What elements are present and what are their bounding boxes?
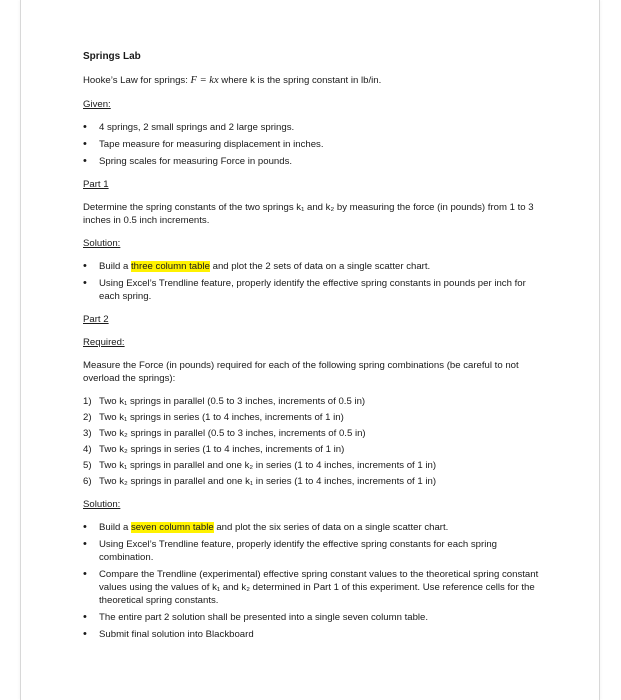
hookes-law-prefix: Hooke’s Law for springs: — [83, 75, 191, 86]
item-text: Submit final solution into Blackboard — [99, 629, 254, 640]
list-item — [83, 427, 543, 440]
list-item — [83, 568, 543, 607]
hookes-law-suffix: where k is the spring constant in lb/in. — [218, 75, 382, 86]
list-item — [83, 277, 543, 303]
list-item: • 4 springs, 2 small springs and 2 large springs. — [83, 121, 543, 134]
item-text: Two k₂ springs in parallel and one k₁ in series (1 to 4 inches, increments of 1 in) — [99, 476, 437, 487]
item-text: Using Excel’s Trendline feature, properly identify the effective spring constants in pounds per inch for each spring. — [99, 278, 526, 302]
list-item: • Spring scales for measuring Force in pounds. — [83, 155, 543, 168]
list-item: • Tape measure for measuring displacement in inches. — [83, 138, 543, 151]
list-item — [83, 411, 543, 424]
item-text: Two k₁ springs in series (1 to 4 inches, increments of 1 in) — [99, 412, 344, 423]
list-item — [83, 395, 543, 408]
item-number: 2) — [83, 412, 92, 423]
part2-intro: Measure the Force (in pounds) required for each of the following spring combinations (be careful to not overload the springs): — [83, 360, 519, 384]
item-number: 3) — [83, 428, 92, 439]
item-text: Build a — [99, 261, 131, 272]
item-text: Using Excel’s Trendline feature, properly identify the effective spring constants for each spring combination. — [99, 539, 497, 563]
item-number: 5) — [83, 460, 92, 471]
part1-solution-list — [83, 260, 543, 303]
list-item — [83, 459, 543, 472]
part1-text: Determine the spring constants of the two springs k₁ and k₂ by measuring the force (in pounds) from 1 to 3 inches in 0.5 inch increments. — [83, 202, 534, 226]
part2-required-heading: Required: — [83, 337, 125, 348]
document-content — [83, 50, 543, 651]
highlighted-text: seven column table — [131, 522, 214, 533]
list-item — [83, 538, 543, 564]
part2-solution-list — [83, 521, 543, 641]
list-item — [83, 475, 543, 488]
item-number: 4) — [83, 444, 92, 455]
list-item — [83, 521, 543, 534]
item-text: and plot the six series of data on a single scatter chart. — [213, 522, 449, 533]
item-text: Build a — [99, 522, 131, 533]
highlighted-text: three column table — [131, 261, 210, 272]
item-number: 6) — [83, 476, 92, 487]
part2-heading: Part 2 — [83, 314, 109, 325]
item-text: Two k₁ springs in parallel and one k₂ in series (1 to 4 inches, increments of 1 in) — [99, 460, 437, 471]
part1-heading: Part 1 — [83, 179, 109, 190]
item-number: 1) — [83, 396, 92, 407]
list-item — [83, 260, 543, 273]
item-text: Two k₂ springs in parallel (0.5 to 3 inches, increments of 0.5 in) — [99, 428, 366, 439]
item-text: The entire part 2 solution shall be presented into a single seven column table. — [99, 612, 429, 623]
hookes-law-formula: F = kx — [190, 75, 219, 86]
given-heading: Given: — [83, 99, 111, 110]
list-item — [83, 611, 543, 624]
part2-combination-list — [83, 395, 543, 488]
document-title: Springs Lab — [83, 51, 141, 62]
item-text: Two k₁ springs in parallel (0.5 to 3 inches, increments of 0.5 in) — [99, 396, 366, 407]
list-item — [83, 628, 543, 641]
item-text: Compare the Trendline (experimental) effective spring constant values to the theoretical spring constant values using the values of k₁ and k₂ determined in Part 1 of this experiment. Use reference cells for the theoretical spring constants. — [99, 569, 539, 606]
list-item — [83, 443, 543, 456]
given-list — [83, 121, 543, 168]
item-text: Two k₂ springs in series (1 to 4 inches, increments of 1 in) — [99, 444, 345, 455]
hookes-law-line — [83, 74, 543, 87]
part1-solution-heading: Solution: — [83, 238, 121, 249]
item-text: and plot the 2 sets of data on a single scatter chart. — [209, 261, 431, 272]
part2-solution-heading: Solution: — [83, 499, 121, 510]
